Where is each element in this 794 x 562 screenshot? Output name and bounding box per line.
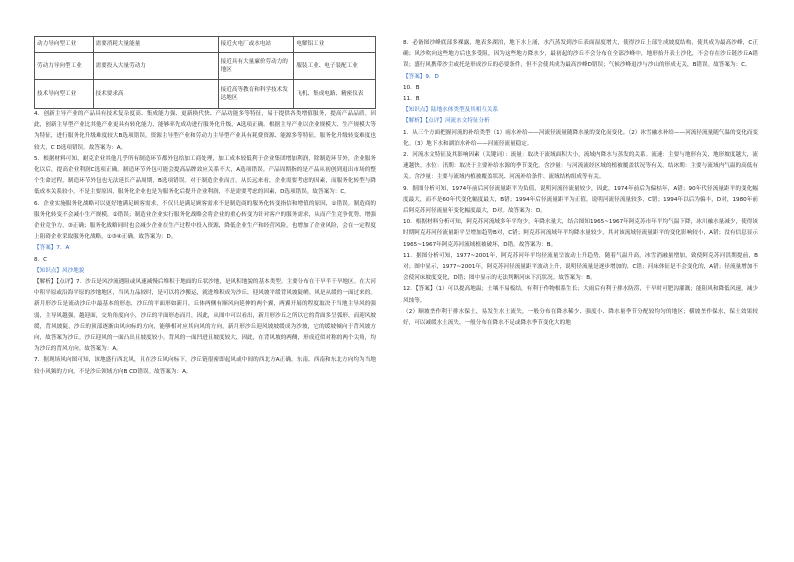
paragraph: 【答案】9．D bbox=[403, 73, 439, 80]
right-column bbox=[403, 38, 758, 329]
table-row bbox=[35, 80, 376, 109]
table-cell: 飞机、集成电路、精密仪表 bbox=[294, 80, 376, 109]
table-cell: 动力导向型工业 bbox=[35, 37, 94, 53]
left-column bbox=[34, 0, 376, 378]
paragraph: 7．据现场风向图可知，该地盛行西北风，且在沙丘风向标下，沙丘链很密即起风或中间的西北方A正确。东南、西南和东北方向均为当地较小风频的方向，不是沙丘领域方向B CD错误。故答案为：A。 bbox=[34, 357, 376, 375]
paragraph: 【知识点】风沙地貌 bbox=[34, 267, 85, 274]
paragraph: （2）顺坡垄作利于排水保土，易发生水土流失，一般分布在降水稀少、强度小、降水量季节分配较均匀的地区；横坡垄作保水，保土效果较好，可以减缓水土流失，一般分布在降水不足或降水季节变化大的地 bbox=[403, 308, 758, 327]
right-text-body bbox=[403, 38, 758, 329]
table-cell: 服装工业、电子装配工业 bbox=[294, 53, 376, 80]
paragraph: 5．根据材料可知，耐克企业其他几乎所有制造环节都外包给加工商处理，加工成本较低利于企业集团增加利润，除制造环节外，企业服务化以后，提高企业利润C选项正确。制造环节外包可能会提高品牌效应关系不大，A选项错误。产品周期指的是产品从初创到退出市场的整个生命过程，制造环节外包也无法延长产品周期，B选项错误。对于制造企业而言，从长远来看，企业需要考虑的因素，而服务化转型与降低成本关系较小，不是主要原因，服务化企业也是为服务化后提升企业利润，不是需要考虑的因素，D选项错误。故答案为：C。 bbox=[34, 155, 376, 196]
table-cell: 接近高等教育和科学技术发达地区 bbox=[218, 80, 294, 109]
table-cell: 需要投入大量劳动力 bbox=[93, 53, 218, 80]
paragraph: 【知识点】陆地水体类型及其相互关系 bbox=[403, 107, 499, 114]
paragraph: 8．必备图沙峰底部多裸露，地表多湖泊，地下水上涌，水汽蒸发到沙丘表面湿度增大，使得沙丘上部生成坡度结构，使其成为最高沙峰，C正确；风沙吹向这些地方后也多受阻，因为这些地方降水少，最初起的沙丘不会分布在全部沙峰中，地形抬升表土沙化，不会存在沙丘链沙丘A错误；盛行风携带沙尘或托是形成沙丘的必要条件，但不会使其成为最高沙峰D错误；气候沙峰退沙与沙山的形成无关，B错误。故答案为：C。 bbox=[403, 40, 758, 69]
paragraph: 【答案】7．A bbox=[34, 245, 70, 252]
paragraph: 8．C bbox=[34, 256, 48, 263]
industry-location-table bbox=[34, 36, 376, 109]
paragraph: 【解析】【点评】7．沙丘是风沙流遇阻或风速减慢后堆积于地面的丘状沙地，是风积地貌的基本类型。主要分布在干旱半干旱地区。在大河中积平原或沿海平原的沙地地区，当风力品较时，是可以将沙搬运，就进堆积成为沙丘，迎风坡平缓背风坡陡峭。风是从缓的一面过来的。新月形沙丘是流动沙丘中最基本的形态，沙丘的平面形如新月，丘体两侧有顺风向延伸的两个翼，两翼开展的程度取决于当地主导风的强弱，主导风越强，越迎面，交角角度向小，沙丘的平面形态而月，因此，从图中可以看出，新月形沙丘之所以它的背面多呈弧形，而迎风坡缓，背风坡陡，沙丘的顶部逐渐由风向标的方向，能够相对应其向风的方向，新月形沙丘迎风坡坡缓成为沙坡，它的缓坡倾向于背风坡方向，故答案为沙丘。沙丘迎风的一面凸出且坡度较小，背风的一面凹进且坡度较大，因此，在背风坡的两侧，形成近似对称的两个尖角，均为沙丘的背风方向。故答案为：A。 bbox=[34, 279, 376, 353]
table-cell: 劳动力导向型工业 bbox=[35, 53, 94, 80]
paragraph: 10．根据材料分析可知，阿克苏河流域多年平均少，年降水量大，结合图知1965~1967年阿克苏市年平均气温下降，冰川融水量减少，使得该时期阿克苏河径流量距平呈增加趋势B对，C错；阿克苏河流域年平均降水量较少，其对该流域径流量距平的变化影响较小，A错；没有信息显示1965~1967年阿克苏河流域植被破坏，D错。故答案为：B。 bbox=[403, 219, 758, 248]
paragraph: 6．企业实施服务化战略可以更好地满足顾客需求，不仅只是满足顾客需求不是制造商的服务化转变指信和增值的原因，①错误。制造商的服务化转变不会减小生产规模，②错误；制造业企业实行服务化战略会将企业的重心转变为针对客户的服务需求，从而产生竞争优势，增强企业竞争力，③正确；服务化战略同时也会减少企业在生产过程中投入资源，降低企业生产和经营风险，也增加了企业风险，会在一定程度上阻碍企业采取服务化战略，①③④正确。故答案为：D。 bbox=[34, 200, 376, 241]
table-row bbox=[35, 37, 376, 53]
paragraph: 2．河流水文特征及其影响因素（关键词）：流量：取决于流域面积大小，流域内降水与蒸发的关系。流速：主要与地形有关，地形坡度越大，流速越快。水位：汛期：取决于主要补给水源的季节变化。含沙量：与河流流经区域的植被覆盖状况等有关。结冰期：主要与流域内气温的高低有关。含沙量：主要与流域内植被覆盖状况、河流补给条件、流域结构组成等有关。 bbox=[403, 152, 758, 181]
paragraph: 9．据图分析可知，1974年前后河径流量距平为负值，说明河流径流量较少，因此，1974年前后为偏枯年，A错；90年代径流量距平的变化幅度最大，而不是60年代变化幅度最大，B错；1994年后径流量距平为正值，说明河流径流量较多，C错；1994年以后为偏丰，D对，1980年前后阿克苏河径流量年变化幅度最大，D对。故答案为：D。 bbox=[403, 185, 758, 215]
table-row bbox=[35, 53, 376, 80]
paragraph: 【解析】【点评】河流水文特征分析 bbox=[403, 118, 490, 125]
paragraph: 12．【答案】（1）可以提高地温；土壤不易板结，有利于作物根系生长；大雨后有利于排水防涝，干早时可肥沟灌溉；能阻风和降低风速，减少风蚀等。 bbox=[403, 286, 758, 304]
paragraph: 11．据图分析可知，1977~2001年，阿克苏河年平均径流量呈波动上升趋势，随着气温升高，冰雪消融量增加，致使阿克苏河洪期提前，B对；图中显示，1977~2001年，阿克苏河径流量距平波动上升，说明径流量是逐步增加的，C错；河床体征是不会变化的，A错；径流量增加不会使河床坡度变化，D错；图中显示的无法判断河床下沉状况。故答案为：B。 bbox=[403, 252, 758, 282]
paragraph: 10．B bbox=[403, 84, 420, 91]
table-cell: 电解铝工业 bbox=[294, 37, 376, 53]
paragraph: 11．B bbox=[403, 96, 420, 103]
paragraph: 4．创新主导产业的产品具有技术复杂度高、集成能力强、更新换代快、产品功能多等特征，易于提供各类增值服务，提高产品品质。因此，创新主导型产业比其他产业更具有转化能力，能够率先成功进行服务化升级，A选项正确。根据主导产业以企业规模大、生产规模大等为特征，进行服务化升级难度较大B选项错误。资源主导型产业和劳动力主导型产业具有耗费资源、能源多等特征，服务化升级转变难度也较大，C D选项错误。故答案为：A。 bbox=[34, 111, 376, 151]
table-cell: 接近具有大量廉价劳动力的地区 bbox=[218, 53, 294, 80]
paragraph: 1．从三个方面把握河流的补给类型（1）雨水补给——河流径流量随降水量的变化而变化。（2）冰雪融水补给——河流径流量随气温的变化而变化。（3）地下水和湖泊水补给——河流径流量稳定。 bbox=[403, 129, 758, 147]
table-cell: 技术导向型工业 bbox=[35, 80, 94, 109]
table-cell: 接近火电厂或水电站 bbox=[218, 37, 294, 53]
left-text-body bbox=[34, 109, 376, 378]
table-cell: 需要消耗大量能量 bbox=[93, 37, 218, 53]
table-cell: 技术要求高 bbox=[93, 80, 218, 109]
